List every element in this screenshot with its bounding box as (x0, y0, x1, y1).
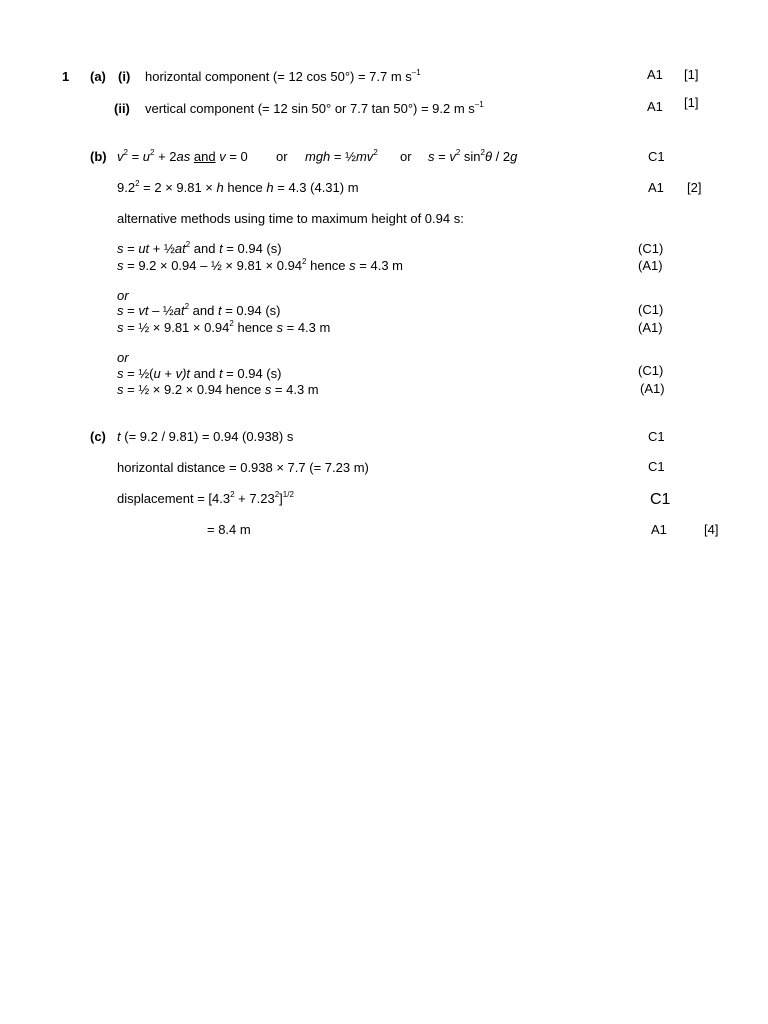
alt1-line1: s = ut + $\frac{1}{2}at^2$ and t = 0.94 (s) (117, 240, 282, 256)
part-a-ii-total: [1] (684, 95, 699, 110)
alt3-line1-mark: (C1) (638, 363, 664, 378)
part-a-label: (a) (90, 69, 106, 84)
alt2-line2-mark: (A1) (638, 320, 663, 335)
alt1-line2: s = 9.2 × 0.94 – ½ × $9.81 \times 0.94^2$ hence s = 4.3 m (117, 257, 403, 273)
part-a-ii-text: vertical component (= 12 sin 50° or 7.7 tan 50°) = 9.2 m $s^{-1}$ (145, 100, 484, 116)
alt2-line1: s = vt – $\frac{1}{2}at^2$ and t = 0.94 (s) (117, 302, 281, 318)
alt2-line1-mark: (C1) (638, 302, 664, 317)
alt2-or: or (117, 288, 129, 303)
part-a-i-text: horizontal component (= 12 cos 50°) = 7.7 m $s^{-1}$ (145, 68, 421, 84)
part-c-result-mark: A1 (651, 522, 667, 537)
part-a-ii-label: (ii) (114, 101, 130, 116)
part-c-label: (c) (90, 429, 106, 444)
alt3-line2: s = ½ × 9.2 × 0.94 hence s = 4.3 m (117, 382, 319, 397)
part-a-i-label: (i) (118, 69, 131, 84)
part-c-time: t (= 9.2 / 9.81) = 0.94 (0.938) s (117, 429, 294, 444)
part-b-sin-eq: $s = v^2$ $\sin^2\theta / 2g$ (428, 148, 518, 164)
alt3-or: or (117, 350, 129, 365)
part-b-or-2: or (400, 149, 412, 164)
question-number: 1 (62, 69, 70, 84)
alt3-line1: s = ½(u + v)t and t = 0.94 (s) (117, 366, 282, 381)
alt2-line2: s = ½ × $9.81 \times 0.94^2$ hence s = 4.3 m (117, 319, 331, 335)
part-b-or-1: or (276, 149, 288, 164)
part-a-i-mark: A1 (647, 67, 663, 82)
alt3-line2-mark: (A1) (640, 381, 665, 396)
part-b-label: (b) (90, 149, 107, 164)
part-c-total: [4] (704, 522, 719, 537)
alt1-line1-mark: (C1) (638, 241, 664, 256)
part-c-time-mark: C1 (648, 429, 665, 444)
part-c-displacement-mark: C1 (650, 491, 671, 508)
part-a-ii-mark: A1 (647, 99, 663, 114)
part-c-horizontal-mark: C1 (648, 459, 665, 474)
part-b-equation: $v^2 = u^2 + 2as$ and v = 0 (117, 148, 248, 164)
part-c-displacement: displacement = $[4.3^2 + 7.23^2]^{1/2}$ (117, 490, 294, 506)
part-c-horizontal: horizontal distance = 0.938 × 7.7 (= 7.23 m) (117, 460, 369, 475)
part-b-calc: $9.2^2 = 2 \times 9.81 \times h$ hence h = 4.3 (4.31) m (117, 179, 359, 195)
part-b-energy-eq: mgh = $\frac{1}{2}mv^2$ (305, 148, 378, 164)
alt1-line2-mark: (A1) (638, 258, 663, 273)
part-b-eq-mark: C1 (648, 149, 665, 164)
part-b-total: [2] (687, 180, 702, 195)
part-b-calc-mark: A1 (648, 180, 664, 195)
part-a-i-total: [1] (684, 67, 699, 82)
part-c-result: = 8.4 m (207, 522, 251, 537)
part-b-alt-title: alternative methods using time to maximum height of 0.94 s: (117, 211, 464, 226)
